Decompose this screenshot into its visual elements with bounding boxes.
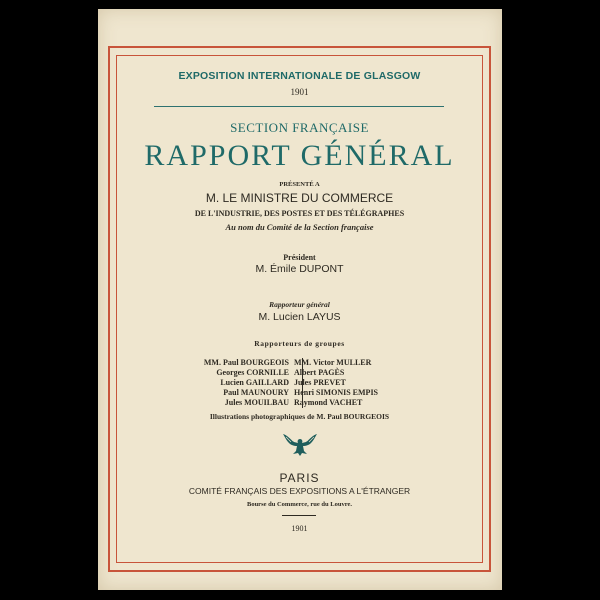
exposition-title: EXPOSITION INTERNATIONALE DE GLASGOW <box>178 70 421 82</box>
rapporteur-general-label: Rapporteur général <box>269 300 330 309</box>
list-item: MM. Paul BOURGEOIS <box>203 358 289 367</box>
list-item: Paul MAUNOURY <box>223 388 289 397</box>
rapporteurs-right-column <box>294 358 378 408</box>
rapporteur-general-name: M. Lucien LAYUS <box>258 311 341 323</box>
president-label: Président <box>283 253 316 262</box>
eagle-emblem-icon <box>282 433 318 457</box>
illustrations-credit: Illustrations photographiques de M. Paul BOURGEOIS <box>209 412 390 421</box>
on-behalf-line: Au nom du Comité de la Section française <box>225 222 374 232</box>
president-name: M. Émile DUPONT <box>255 263 344 275</box>
rapporteurs-left-column <box>204 358 289 408</box>
minister-line: M. LE MINISTRE DU COMMERCE <box>205 191 394 205</box>
publisher-address: Bourse du Commerce, rue du Louvre. <box>246 501 353 508</box>
divider-rule <box>154 106 444 107</box>
publisher-name: COMITÉ FRANÇAIS DES EXPOSITIONS A L'ÉTRANGER <box>188 486 411 496</box>
group-rapporteurs-list <box>116 358 483 408</box>
list-item: Jules PREVET <box>294 378 346 387</box>
group-rapporteurs-label: Rapporteurs de groupes <box>254 339 345 348</box>
list-item: Raymond VACHET <box>294 398 363 407</box>
list-item: Henri SIMONIS EMPIS <box>294 388 379 397</box>
publication-year: 1901 <box>291 524 308 533</box>
list-item: Jules MOUILBAU <box>224 398 289 407</box>
list-item: MM. Victor MULLER <box>294 358 372 367</box>
page-title: RAPPORT GÉNÉRAL <box>144 139 455 172</box>
ministry-line: DE L'INDUSTRIE, DES POSTES ET DES TÉLÉGRAPHES <box>194 209 405 218</box>
publisher-city: PARIS <box>279 471 320 485</box>
exposition-year: 1901 <box>290 87 309 97</box>
presented-label: PRÉSENTÉ A <box>279 181 320 188</box>
list-item: Georges CORNILLE <box>216 368 289 377</box>
list-item: Albert PAGÈS <box>294 368 345 377</box>
section-title: SECTION FRANÇAISE <box>230 120 369 135</box>
book-cover <box>98 9 502 590</box>
small-rule <box>282 515 316 516</box>
list-item: Lucien GAILLARD <box>220 378 289 387</box>
cover-content <box>116 55 483 563</box>
